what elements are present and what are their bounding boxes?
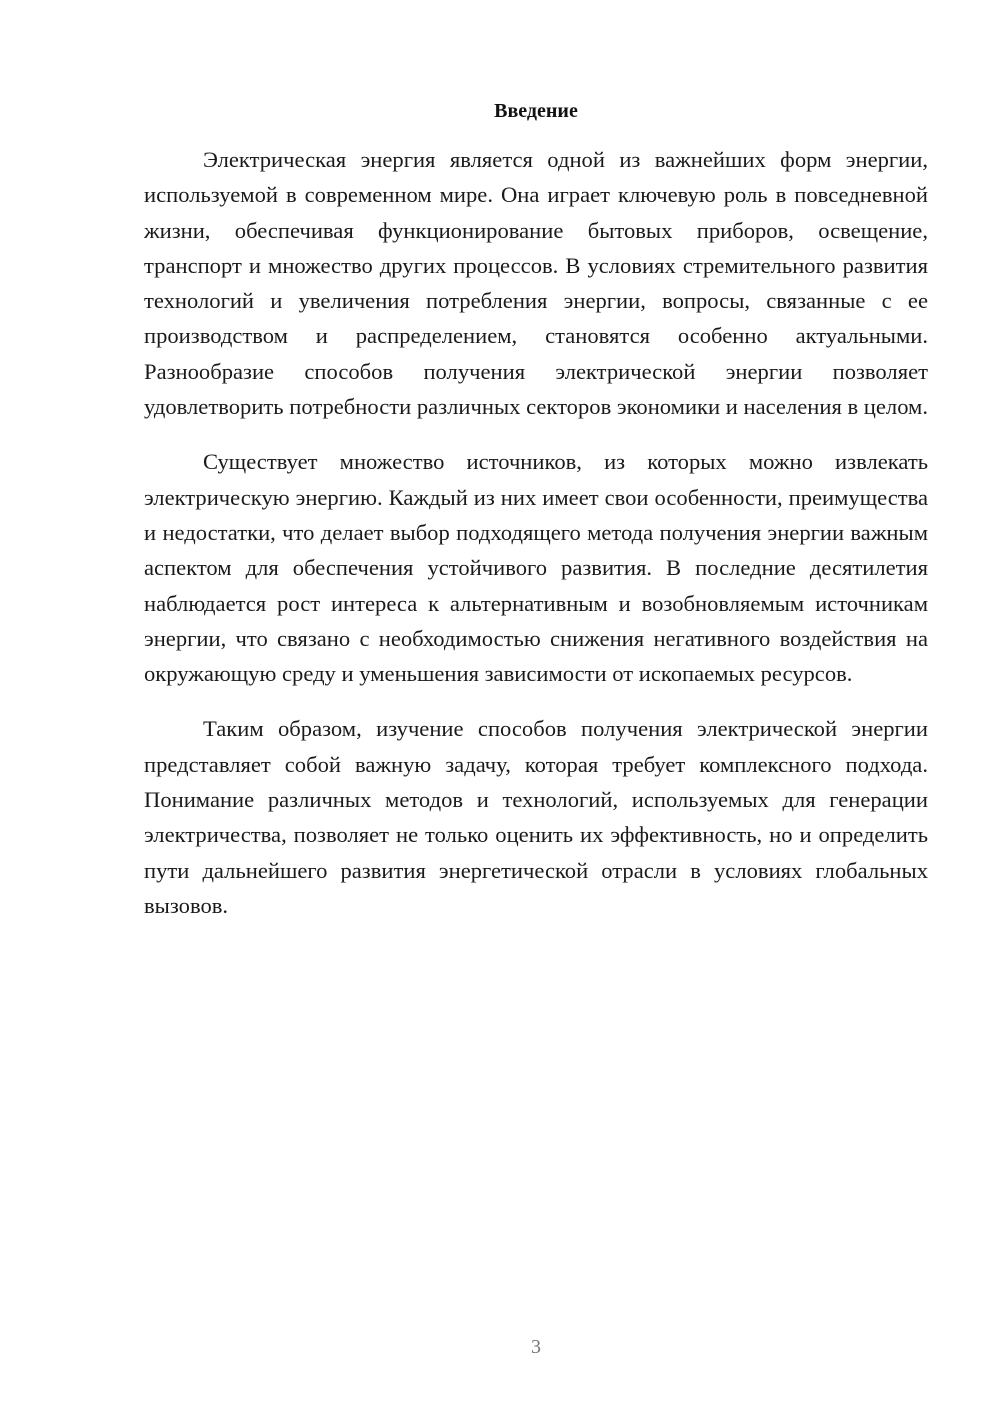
body-text (144, 142, 928, 923)
paragraph-1: Электрическая энергия является одной из важнейших форм энергии, используемой в современном мире. Она играет ключевую роль в повседневной жизни, обеспечивая функционирование бытовых приборов, освещение, транспорт и множество других процессов. В условиях стремительного развития технологий и увеличения потребления энергии, вопросы, связанные с ее производством и распределением, становятся особенно актуальными. Разнообразие способов получения электрической энергии позволяет удовлетворить потребности различных секторов экономики и населения в целом. (144, 147, 929, 420)
paragraph-2: Существует множество источников, из которых можно извлекать электрическую энергию. Каждый из них имеет свои особенности, преимущества и недостатки, что делает выбор подходящего метода получения энергии важным аспектом для обеспечения устойчивого развития. В последние десятилетия наблюдается рост интереса к альтернативным и возобновляемым источникам энергии, что связано с необходимостью снижения негативного воздействия на окружающую среду и уменьшения зависимости от ископаемых ресурсов. (144, 449, 928, 687)
paragraph-3: Таким образом, изучение способов получения электрической энергии представляет собой важную задачу, которая требует комплексного подхода. Понимание различных методов и технологий, используемых для генерации электричества, позволяет не только оценить их эффективность, но и определить пути дальнейшего развития энергетической отрасли в условиях глобальных вызовов. (144, 716, 928, 918)
section-heading: Введение (494, 100, 578, 122)
page-number: 3 (531, 1336, 541, 1358)
